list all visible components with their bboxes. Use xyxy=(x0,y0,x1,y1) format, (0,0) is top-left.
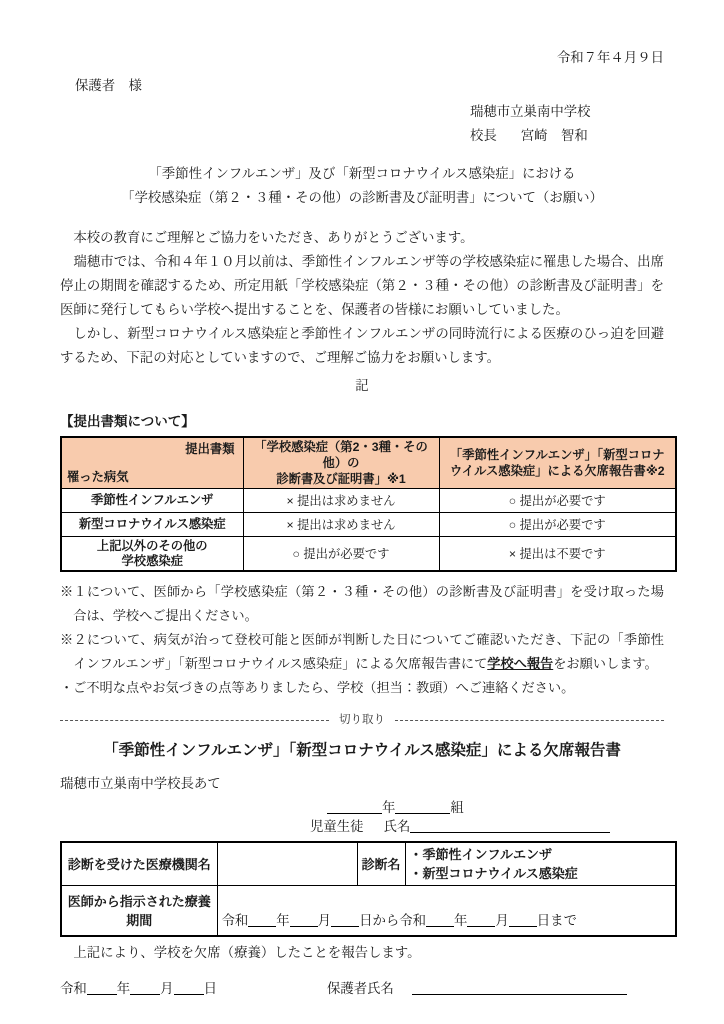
certificate-cell: × 提出は求めません xyxy=(243,489,439,513)
year-label: 年 xyxy=(382,800,396,815)
table-row-influenza xyxy=(61,489,676,513)
diagonal-label-disease: 罹った病気 xyxy=(67,470,129,484)
notice-body xyxy=(60,226,664,370)
report-day-blank xyxy=(174,980,204,995)
diagnosis-options xyxy=(405,842,676,886)
absence-report-cell: ○ 提出が必要です xyxy=(439,513,676,537)
report-form-title: 「季節性インフルエンザ」「新型コロナウイルス感染症」による欠席報告書 xyxy=(103,742,621,759)
notice-title xyxy=(60,162,664,210)
period-day-to-blank xyxy=(509,912,537,927)
school-name: 瑞穂市立巣南中学校 xyxy=(470,104,591,119)
disease-cell: 新型コロナウイルス感染症 xyxy=(61,513,243,537)
certificate-cell: × 提出は求めません xyxy=(243,513,439,537)
grade-class-line xyxy=(327,798,664,817)
principal-name: 宮崎 智和 xyxy=(520,128,588,143)
absence-report-cell: ○ 提出が必要です xyxy=(439,489,676,513)
body-paragraph-2: 瑞穂市では、令和４年１０月以前は、季節性インフルエンザ等の学校感染症に罹患した場合、出席停止の期間を確認するため、所定用紙「学校感染症（第２・３種・その他）の診断書及び証明書」を医師に発行してもらい学校へ提出することを、保護者の皆様にお願いしていました。 xyxy=(60,254,664,317)
principal-line xyxy=(470,124,664,148)
guardian-name-label: 保護者氏名 xyxy=(326,981,394,996)
diagnosis-option-covid: ・新型コロナウイルス感染症 xyxy=(409,866,578,881)
notes-section xyxy=(60,580,664,700)
period-year-to-blank xyxy=(426,912,454,927)
submission-table xyxy=(60,436,677,572)
student-label: 児童生徒 xyxy=(310,819,364,834)
diagnosis-label: 診断名 xyxy=(357,842,405,886)
period-month-to-blank xyxy=(467,912,495,927)
ki-marker: 記 xyxy=(355,378,369,393)
note-1: ※１について、医師から「学校感染症（第２・３種・その他）の診断書及び証明書」を受け取った場合は、学校へご提出ください。 xyxy=(60,584,664,623)
treatment-period-value: 令和 年 月 日から令和 年 月 日まで xyxy=(217,886,676,937)
cut-dash-right xyxy=(395,720,664,721)
issue-date: 令和７年４月９日 xyxy=(556,50,664,65)
treatment-period-label: 医師から指示された療養期間 xyxy=(61,886,217,937)
medical-institution-blank xyxy=(217,842,357,886)
certificate-cell: ○ 提出が必要です xyxy=(243,537,439,572)
recipient: 保護者 様 xyxy=(75,78,142,93)
note-2: ※２について、病気が治って登校可能と医師が判断した日についてご確認いただき、下記の「季節性インフルエンザ」「新型コロナウイルス感染症」による欠席報告書にて学校へ報告をお願いします。 xyxy=(60,632,664,671)
disease-cell: 上記以外のその他の 学校感染症 xyxy=(61,537,243,572)
report-statement: 上記により、学校を欠席（療養）したことを報告します。 xyxy=(73,945,421,960)
cut-label: 切り取り xyxy=(339,714,385,726)
note-3: ・ご不明な点やお気づきの点等ありましたら、学校（担当：教頭）へご連絡ください。 xyxy=(60,680,575,695)
notice-title-line1: 「季節性インフルエンザ」及び「新型コロナウイルス感染症」における xyxy=(148,166,576,181)
class-label: 組 xyxy=(450,800,464,815)
report-addressee: 瑞穂市立巣南中学校長あて xyxy=(60,776,221,791)
student-name-line xyxy=(310,817,664,836)
disease-cell: 季節性インフルエンザ xyxy=(61,489,243,513)
sender-block xyxy=(470,100,664,148)
period-year-from-blank xyxy=(248,912,276,927)
diagonal-header-cell xyxy=(61,437,243,489)
report-date-line: 令和 年 月 日 保護者氏名 xyxy=(60,977,664,1001)
column-header-certificate: 「学校感染症（第2・3種・その他）の 診断書及び証明書」※1 xyxy=(243,437,439,489)
student-name-blank xyxy=(410,818,610,833)
report-to-school-emphasis: 学校へ報告 xyxy=(487,656,554,671)
principal-title: 校長 xyxy=(470,128,497,143)
absence-report-cell: × 提出は不要です xyxy=(439,537,676,572)
report-month-blank xyxy=(130,980,160,995)
column-header-absence-report: 「季節性インフルエンザ」「新型コロナ ウイルス感染症」による欠席報告書※2 xyxy=(439,437,676,489)
body-paragraph-1: 本校の教育にご理解とご協力をいただき、ありがとうございます。 xyxy=(73,230,474,245)
year-blank xyxy=(327,799,382,814)
name-label: 氏名 xyxy=(383,819,411,834)
cut-line xyxy=(60,708,664,732)
guardian-name-blank xyxy=(412,980,627,995)
report-year-blank xyxy=(87,980,117,995)
period-day-from-blank xyxy=(331,912,359,927)
report-form-table xyxy=(60,841,677,937)
diagonal-label-documents: 提出書類 xyxy=(185,442,235,456)
period-month-from-blank xyxy=(290,912,318,927)
cut-dash-left xyxy=(60,720,329,721)
table-row-covid xyxy=(61,513,676,537)
medical-institution-label: 診断を受けた医療機関名 xyxy=(61,842,217,886)
diagnosis-option-influenza: ・季節性インフルエンザ xyxy=(409,847,552,862)
body-paragraph-3: しかし、新型コロナウイルス感染症と季節性インフルエンザの同時流行による医療のひっ迫を回避するため、下記の対応としていますので、ご理解ご協力をお願いします。 xyxy=(60,326,664,365)
table-row-other xyxy=(61,537,676,572)
notice-title-line2: 「学校感染症（第２・３種・その他）の診断書及び証明書」について（お願い） xyxy=(121,190,603,205)
class-blank xyxy=(395,799,450,814)
section-heading: 【提出書類について】 xyxy=(60,414,195,429)
